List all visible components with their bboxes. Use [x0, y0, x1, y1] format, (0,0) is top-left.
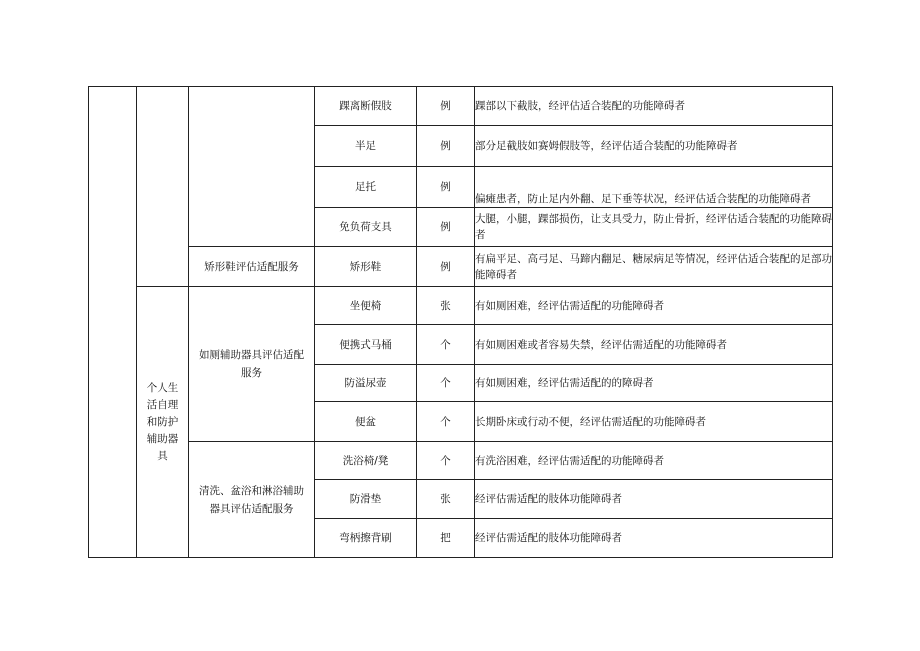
unit-cell: 例 — [417, 208, 475, 247]
item-name-cell: 足托 — [315, 167, 417, 208]
item-name-cell: 弯柄擦背刷 — [315, 519, 417, 558]
description-cell: 有洗浴困难，经评估需适配的功能障碍者 — [475, 442, 833, 480]
description-cell: 经评估需适配的肢体功能障碍者 — [475, 480, 833, 519]
item-name-cell: 洗浴椅/凳 — [315, 442, 417, 480]
description-cell: 有如厕困难或者容易失禁，经评估需适配的功能障碍者 — [475, 325, 833, 365]
unit-cell: 个 — [417, 325, 475, 365]
unit-cell: 例 — [417, 126, 475, 167]
unit-cell: 个 — [417, 402, 475, 442]
unit-cell: 张 — [417, 287, 475, 325]
item-name-cell: 踝离断假肢 — [315, 87, 417, 126]
item-name-cell: 防滑垫 — [315, 480, 417, 519]
description-cell: 偏瘫患者，防止足内外翻、足下垂等状况，经评估适合装配的功能障碍者 — [475, 167, 833, 208]
table-row — [89, 287, 833, 325]
item-name-cell: 便盆 — [315, 402, 417, 442]
service-cell-empty — [189, 87, 315, 247]
item-name-cell: 免负荷支具 — [315, 208, 417, 247]
service-label: 如厕辅助器具评估适配服务 — [199, 349, 304, 379]
service-label: 清洗、盆浴和淋浴辅助器具评估适配服务 — [199, 484, 304, 515]
assistive-device-table — [88, 86, 833, 558]
service-name-cell — [189, 287, 315, 442]
description-cell: 有扁平足、高弓足、马蹄内翻足、糖尿病足等情况，经评估适合装配的足部功能障碍者 — [475, 247, 833, 287]
description-cell: 踝部以下截肢，经评估适合装配的功能障碍者 — [475, 87, 833, 126]
item-name-cell: 矫形鞋 — [315, 247, 417, 287]
table-row — [89, 442, 833, 480]
description-cell: 有如厕困难，经评估需适配的的障碍者 — [475, 365, 833, 402]
outer-category-cell — [89, 87, 137, 558]
description-cell: 部分足截肢如赛姆假肢等，经评估适合装配的功能障碍者 — [475, 126, 833, 167]
item-name-cell: 便携式马桶 — [315, 325, 417, 365]
item-name-cell: 坐便椅 — [315, 287, 417, 325]
description-cell: 大腿，小腿，踝部损伤，让支具受力，防止骨折，经评估适合装配的功能障碍者 — [475, 208, 833, 247]
service-name-cell — [189, 442, 315, 558]
unit-cell: 例 — [417, 167, 475, 208]
table-row — [89, 87, 833, 126]
unit-cell: 个 — [417, 442, 475, 480]
subcategory-cell-empty — [137, 87, 189, 287]
description-cell: 有如厕困难，经评估需适配的功能障碍者 — [475, 287, 833, 325]
description-cell: 长期卧床或行动不便，经评估需适配的功能障碍者 — [475, 402, 833, 442]
description-cell: 经评估需适配的肢体功能障碍者 — [475, 519, 833, 558]
service-name-cell: 矫形鞋评估适配服务 — [189, 247, 315, 287]
unit-cell: 例 — [417, 247, 475, 287]
unit-cell: 张 — [417, 480, 475, 519]
category-cell — [137, 287, 189, 558]
item-name-cell: 防溢尿壶 — [315, 365, 417, 402]
unit-cell: 例 — [417, 87, 475, 126]
unit-cell: 个 — [417, 365, 475, 402]
category-label: 个人生活自理和防护辅助器具 — [146, 381, 179, 462]
item-name-cell: 半足 — [315, 126, 417, 167]
table-row — [89, 247, 833, 287]
unit-cell: 把 — [417, 519, 475, 558]
